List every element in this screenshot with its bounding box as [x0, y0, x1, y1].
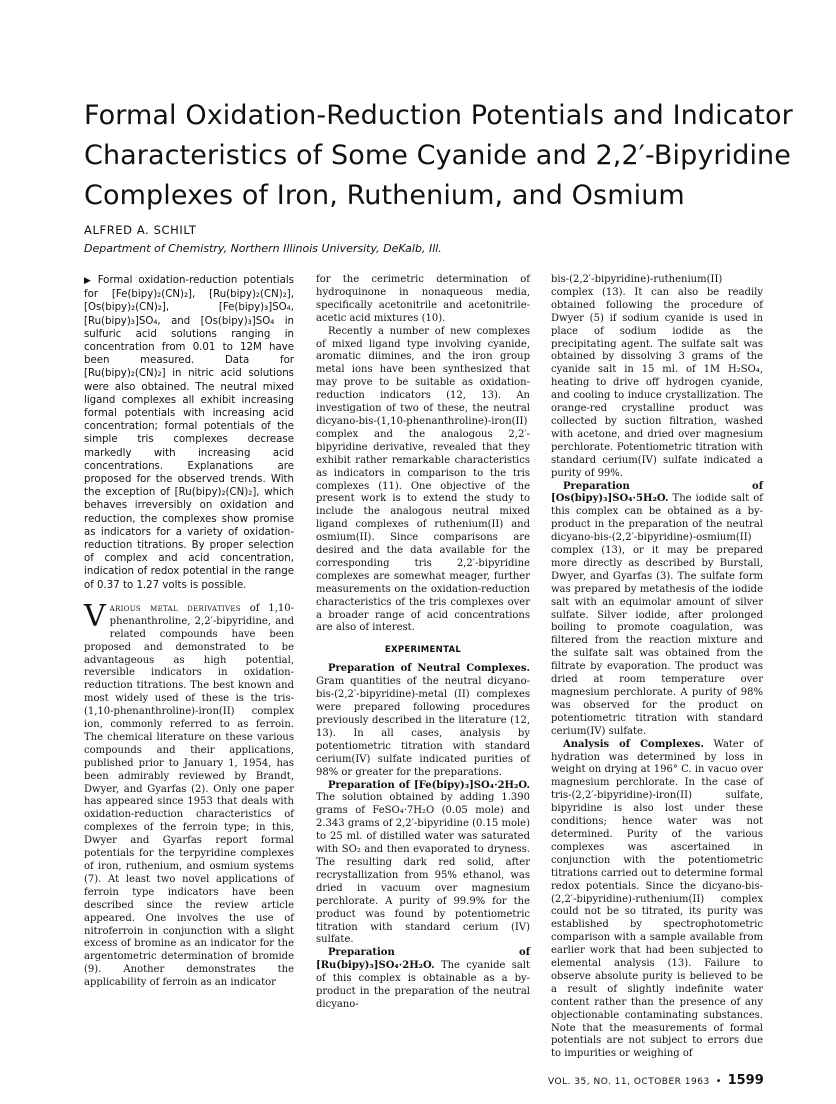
analysis-paragraph	[551, 739, 763, 1062]
title-line-3: Complexes of Iron, Ruthenium, and Osmium	[84, 180, 685, 211]
drop-cap: V	[84, 598, 106, 634]
column-2	[316, 274, 530, 1012]
column-1	[84, 274, 294, 990]
section-heading-experimental: EXPERIMENTAL	[384, 645, 462, 656]
col2-paragraph-1: for the cerimetric determination of hydroquinone in nonaqueous media, specifically acetonitrile and acetonitrile-acetic acid mixtures (10).	[316, 274, 530, 324]
col2-paragraph-2: Recently a number of new complexes of mixed ligand type involving cyanide, aromatic diimines, and the iron group metal ions have been synthesized that may prove to be suitable as oxidation-reduction indicators (12, 13). An investigation of two of these, the neutral dicyano-bis-(1,10-phenanthroline)-iron(II) complex and the analogous 2,2′-bipyridine derivative, revealed that they exhibit rather remarkable characteristics as indicators in comparison to the tris complexes (11). One objective of the present work is to extend the study to include the analogous neutral mixed ligand complexes of ruthenium(II) and osmium(II). Since comparisons are desired and the data available for the corresponding tris 2,2′-bipyridine complexes are somewhat meager, further measurements on the oxidation-reduction characteristics of the tris complexes over a broader range of acid concentrations are also of interest.	[316, 325, 530, 634]
analysis-heading: Analysis of Complexes.	[563, 738, 704, 750]
column-3	[551, 274, 763, 1061]
journal-citation: VOL. 35, NO. 11, OCTOBER 1963	[548, 1077, 710, 1087]
article-title	[84, 96, 793, 216]
abstract	[84, 274, 294, 592]
prep-fe-paragraph	[316, 780, 530, 948]
intro-text: of 1,10-phenanthroline, 2,2′-bipyridine, and related compounds have been proposed and demonstrated to be advantageous as high potential, reversible indicators in oxidation-reduction titrations. The best known and most widely used of these is the tris-(1,10-phenanthroline)-iron(II) complex ion, commonly referred to as ferroin. The chemical literature on these various compounds and their applications, published prior to January 1, 1954, has been admirably reviewed by Brandt, Dwyer, and Gyarfas (2). Only one paper has appeared since 1953 that deals with oxidation-reduction characteristics of complexes of the ferroin type; in this, Dwyer and Gyarfas report formal potentials for the terpyridine complexes of iron, ruthenium, and osmium systems (7). At least two novel applications of ferroin type indicators have been described since the review article appeared. One involves the use of nitroferroin in conjunction with a slight excess of bromine as an indicator for the argentometric determination of bromide (9). Another demonstrates the applicability of ferroin as an indicator	[84, 602, 294, 989]
prep-neutral-paragraph	[316, 663, 530, 779]
intro-small-caps: arious metal derivatives	[109, 602, 241, 614]
prep-ru-paragraph	[316, 947, 530, 1012]
intro-paragraph	[84, 598, 294, 990]
prep-os-text: The iodide salt of this complex can be obtained as a by-product in the preparation of the neutral dicyano-bis-(2,2′-bipyridine)-osmium(II) complex (13), or it may be prepared more directly as described by Burstall, Dwyer, and Gyarfas (3). The sulfate form was prepared by metathesis of the iodide salt with an equimolar amount of silver sulfate. Silver iodide, after prolonged boiling to promote coagulation, was filtered from the reaction mixture and the sulfate salt was obtained from the filtrate by evaporation. The product was dried at room temperature over magnesium perchlorate. A purity of 98% was observed for the product on potentiometric titration with standard cerium(IV) sulfate.	[551, 493, 763, 737]
author-name: ALFRED A. SCHILT	[84, 223, 197, 237]
prep-neutral-text: Gram quantities of the neutral dicyano-bis-(2,2′-bipyridine)-metal (II) complexes were prepared following procedures previously described in the literature (12, 13). In all cases, analysis by potentiometric titration with standard cerium(IV) sulfate indicated purities of 98% or greater for the preparations.	[316, 676, 530, 778]
page-footer	[548, 1069, 764, 1088]
prep-os-heading: Preparation of [Os(bipy)₃]SO₄·5H₂O.	[551, 480, 763, 505]
prep-os-paragraph	[551, 481, 763, 739]
author-affiliation: Department of Chemistry, Northern Illinois University, DeKalb, Ill.	[84, 242, 442, 255]
analysis-text: Water of hydration was determined by loss in weight on drying at 196° C. in vacuo over magnesium perchlorate. In the case of tris-(2,2′-bipyridine)-iron(II) sulfate, bipyridine is also lost under these conditions; hence water was not determined. Purity of the various complexes was ascertained in conjunction with the potentiometric titrations carried out to determine formal redox potentials. Since the dicyano-bis-(2,2′-bipyridine)-ruthenium(II) complex could not be so titrated, its purity was established by spectrophotometric comparison with a sample available from earlier work that had been subjected to elemental analysis (13). Failure to observe absolute purity is believed to be a result of slightly indefinite water content rather than the presence of any objectionable contaminating substances. Note that the measurements of formal potentials are not subject to errors due to impurities or weighing of	[551, 738, 763, 1060]
prep-neutral-heading: Preparation of Neutral Complexes.	[328, 663, 530, 675]
prep-fe-text: The solution obtained by adding 1.390 grams of FeSO₄·7H₂O (0.05 mole) and 2.343 grams of 2,2′-bipyridine (0.15 mole) to 25 ml. of distilled water was saturated with SO₂ and then evaporated to dryness. The resulting dark red solid, after recrystallization from 95% ethanol, was dried in vacuum over magnesium perchlorate. A purity of 99.9% for the product was found by potentiometric titration with standard cerium (IV) sulfate.	[316, 792, 530, 946]
abstract-marker-icon: ▶	[84, 276, 94, 286]
title-line-2: Characteristics of Some Cyanide and 2,2′-Bipyridine	[84, 140, 791, 171]
prep-fe-heading: Preparation of [Fe(bipy)₃]SO₄·2H₂O.	[328, 779, 530, 791]
footer-bullet-icon: •	[715, 1076, 722, 1087]
abstract-text: Formal oxidation-reduction potentials for [Fe(bipy)₂(CN)₂], [Ru(bipy)₂(CN)₂], [Os(bipy)₂(CN)₂], [Fe(bipy)₃]SO₄, [Ru(bipy)₃]SO₄, and [Os(bipy)₃]SO₄ in sulfuric acid solutions ranging in concentration from 0.01 to 12M have been measured. Data for [Ru(bipy)₂(CN)₂] in nitric acid solutions were also obtained. The neutral mixed ligand complexes all exhibit increasing formal potentials with increasing acid concentration; formal potentials of the simple tris complexes decrease markedly with increasing acid concentrations. Explanations are proposed for the observed trends. With the exception of [Ru(bipy)₂(CN)₂], which behaves irreversibly on oxidation and reduction, the complexes show promise as indicators for a variety of oxidation-reduction titrations. By proper selection of complex and acid concentration, indication of redox potential in the range of 0.37 to 1.27 volts is possible.	[84, 275, 294, 591]
page-number: 1599	[727, 1073, 764, 1088]
prep-ru-heading: Preparation of [Ru(bipy)₃]SO₄·2H₂O.	[316, 947, 530, 972]
title-line-1: Formal Oxidation-Reduction Potentials and Indicator	[84, 100, 793, 131]
col3-paragraph-1: bis-(2,2′-bipyridine)-ruthenium(II) complex (13). It can also be readily obtained following the procedure of Dwyer (5) if sodium cyanide is used in place of sodium iodide as the precipitating agent. The sulfate salt was obtained by dissolving 3 grams of the cyanide salt in 15 ml. of 1M H₂SO₄, heating to drive off hydrogen cyanide, and cooling to induce crystallization. The orange-red crystalline product was collected by suction filtration, washed with acetone, and dried over magnesium perchlorate. Potentiometric titration with standard cerium(IV) sulfate indicated a purity of 99%.	[551, 274, 763, 479]
prep-ru-text: The cyanide salt of this complex is obtainable as a by-product in the preparation of the neutral dicyano-	[316, 960, 530, 1010]
